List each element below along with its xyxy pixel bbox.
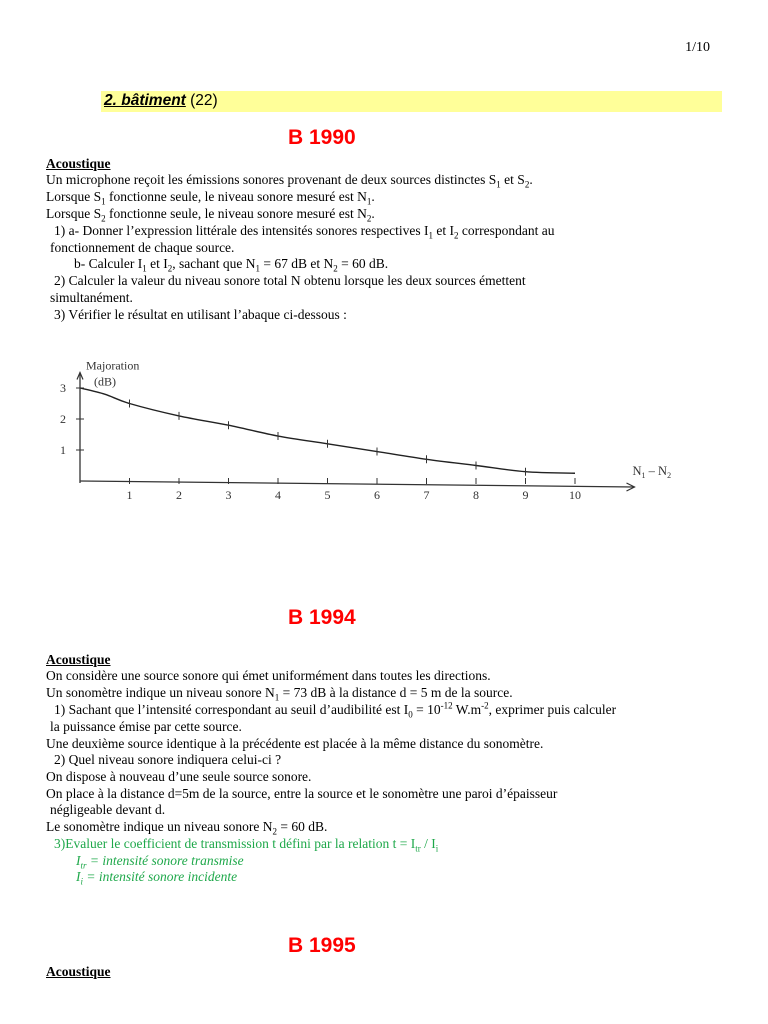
- section-count: (22): [190, 92, 218, 109]
- section-title: [104, 92, 218, 110]
- text-line: Lorsque $S_1$ fonctionne seule, le niveau sonore mesuré est $N_1$.: [46, 189, 375, 207]
- x-tick-label: 7: [423, 488, 430, 502]
- x-tick-label: 2: [176, 488, 182, 502]
- definition-itr: $I_{tr}$ = intensité sonore transmise: [76, 853, 244, 871]
- subtitle-acoustique: Acoustique: [46, 156, 111, 171]
- text-line: Le sonomètre indique un niveau sonore $N_2 = 60$ dB.: [46, 819, 328, 837]
- y-tick-label: 1: [60, 443, 66, 457]
- x-tick-label: 4: [275, 488, 281, 502]
- question-1: 1) Sachant que l’intensité correspondant au seuil d’audibilité est $I_0 = 10^{-12}$ $W.m^{-2}$, exprimer puis calculer: [54, 700, 617, 720]
- text-line: On considère une source sonore qui émet uniformément dans toutes les directions.: [46, 668, 491, 683]
- text-line: simultanément.: [50, 290, 133, 305]
- text-line: Lorsque $S_2$ fonctionne seule, le niveau sonore mesuré est $N_2$.: [46, 206, 375, 224]
- text-line: Une deuxième source identique à la précédente est placée à la même distance du sonomètre.: [46, 736, 544, 751]
- y-axis-label: Majoration: [86, 358, 140, 373]
- text-line: Un sonomètre indique un niveau sonore $N_1 = 73$ dB à la distance d = 5 m de la source.: [46, 685, 513, 703]
- x-tick-label: 8: [473, 488, 479, 502]
- x-tick-label: 5: [324, 488, 331, 502]
- x-tick-label: 6: [374, 488, 380, 502]
- heading-b1995: B 1995: [288, 934, 356, 957]
- page-number: 1/10: [685, 40, 710, 55]
- x-axis-label: $N_1 - N_2$: [632, 464, 672, 480]
- majoration-curve: [80, 388, 575, 473]
- question-1a: 1) a- Donner l’expression littérale des intensités sonores respectives $I_1$ et $I_2$ correspondant au: [54, 223, 555, 241]
- question-2: 2) Calculer la valeur du niveau sonore total N obtenu lorsque les deux sources émettent: [54, 273, 526, 288]
- heading-b1994: B 1994: [288, 606, 356, 629]
- heading-b1990: B 1990: [288, 126, 356, 149]
- y-tick-label: 2: [60, 412, 66, 426]
- question-2: 2) Quel niveau sonore indiquera celui-ci ?: [54, 752, 282, 767]
- subtitle-acoustique: Acoustique: [46, 964, 111, 979]
- x-tick-label: 10: [569, 488, 581, 502]
- section-label: 2. bâtiment: [104, 92, 186, 109]
- x-tick-label: 3: [225, 488, 232, 502]
- subtitle-acoustique: Acoustique: [46, 652, 111, 667]
- text-line: la puissance émise par cette source.: [50, 719, 242, 734]
- x-axis: [80, 481, 635, 487]
- text-line: négligeable devant d.: [50, 802, 166, 817]
- question-1b: b- Calculer $I_1$ et $I_2$, sachant que $N_1 = 67$ dB et $N_2 = 60$ dB.: [74, 256, 389, 274]
- y-axis-unit: (dB): [94, 374, 116, 389]
- text-line: fonctionnement de chaque source.: [50, 240, 235, 255]
- question-3: 3) Vérifier le résultat en utilisant l’abaque ci-dessous :: [54, 307, 347, 322]
- x-tick-label: 1: [126, 488, 133, 502]
- question-3: 3)Evaluer le coefficient de transmission t défini par la relation $t = I_{tr} / I_i$: [54, 836, 439, 854]
- x-tick-label: 9: [522, 488, 529, 502]
- text-line: On dispose à nouveau d’une seule source sonore.: [46, 769, 312, 784]
- y-tick-label: 3: [60, 381, 66, 395]
- text-line: On place à la distance d=5m de la source, entre la source et le sonomètre une paroi d’épaisseur: [46, 786, 558, 801]
- text-line: Un microphone reçoit les émissions sonores provenant de deux sources distinctes $S_1$ et $S_2$.: [46, 172, 533, 190]
- abaque-chart: [0, 318, 768, 518]
- definition-ii: $I_i$ = intensité sonore incidente: [76, 869, 238, 887]
